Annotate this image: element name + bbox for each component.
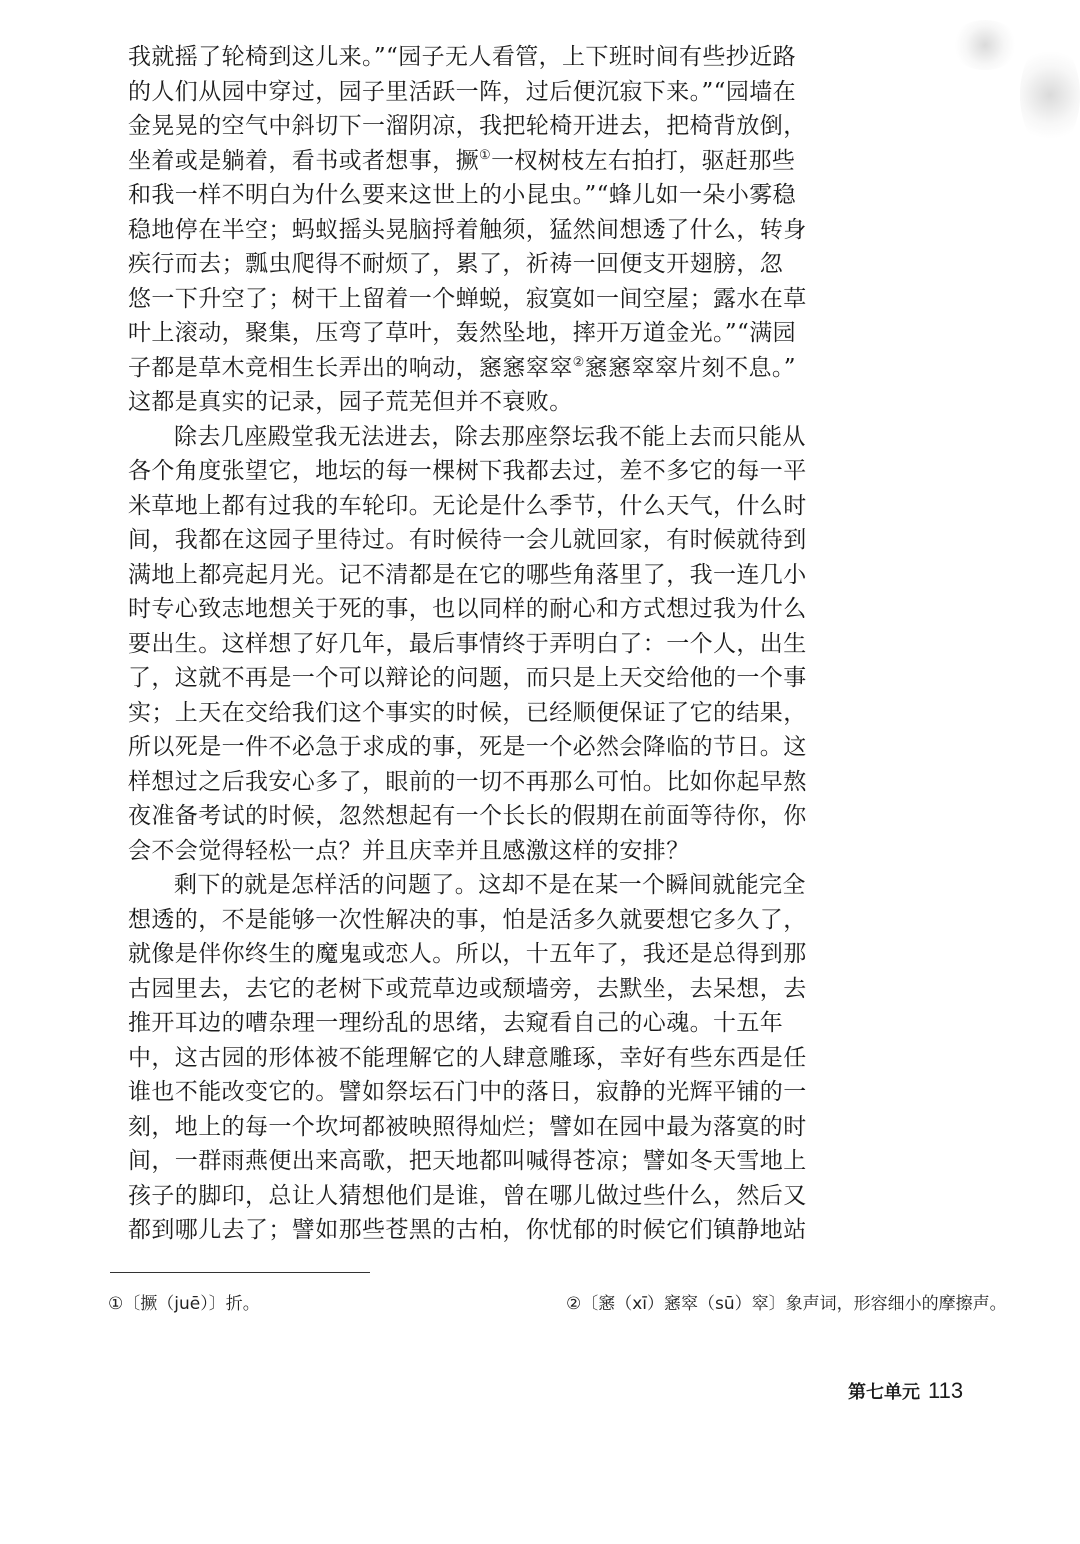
text-line: 了，这就不再是一个可以辩论的问题，而只是上天交给他的一个事 xyxy=(128,665,807,691)
text-line: 叶上滚动，聚集，压弯了草叶，轰然坠地，摔开万道金光。”“满园 xyxy=(128,320,797,346)
scan-speckle xyxy=(1020,40,1080,150)
paragraph-first-line: 除去几座殿堂我无法进去，除去那座祭坛我不能上去而只能从 xyxy=(174,423,806,450)
footnote-2: ②〔窸（xī）窸窣（sū）窣〕象声词，形容细小的摩擦声。 xyxy=(566,1294,1007,1314)
body-text xyxy=(128,40,807,1248)
footnote-1: ①〔撅（juē）〕折。 xyxy=(108,1294,260,1314)
paragraph-first-line: 剩下的就是怎样活的问题了。这却不是在某一个瞬间就能完全 xyxy=(174,872,806,898)
text-line: 我就摇了轮椅到这儿来。”“园子无人看管，上下班时间有些抄近路 xyxy=(128,44,797,70)
text-segment: 子都是草木竞相生长弄出的响动，窸窸窣窣 xyxy=(128,354,573,381)
text-line-with-footnote xyxy=(128,351,796,386)
text-segment: 窸窸窣窣片刻不息。” xyxy=(584,354,796,381)
text-line: 刻，地上的每一个坎坷都被映照得灿烂；譬如在园中最为落寞的时 xyxy=(128,1113,807,1140)
text-line: 古园里去，去它的老树下或荒草边或颓墙旁，去默坐，去呆想，去 xyxy=(128,975,807,1002)
text-line: 稳地停在半空；蚂蚁摇头晃脑捋着触须，猛然间想透了什么，转身 xyxy=(128,216,807,243)
text-line: 悠一下升空了；树干上留着一个蝉蜕，寂寞如一间空屋；露水在草 xyxy=(128,285,807,312)
text-line: 的人们从园中穿过，园子里活跃一阵，过后便沉寂下来。”“园墙在 xyxy=(128,78,797,105)
scan-speckle xyxy=(950,20,1020,70)
text-line: 米草地上都有过我的车轮印。无论是什么季节，什么天气，什么时 xyxy=(128,492,807,519)
text-line: 想透的，不是能够一次性解决的事，怕是活多久就要想它多久了， xyxy=(128,906,807,933)
text-line: 中，这古园的形体被不能理解它的人肆意雕琢，幸好有些东西是任 xyxy=(128,1044,807,1071)
footnote-divider xyxy=(110,1272,370,1273)
footnote-ref-1: ① xyxy=(479,147,492,163)
text-line: 会不会觉得轻松一点？并且庆幸并且感激这样的安排？ xyxy=(128,837,690,864)
text-line: 就像是伴你终生的魔鬼或恋人。所以，十五年了，我还是总得到那 xyxy=(128,941,807,967)
text-line-with-footnote xyxy=(128,144,796,179)
text-line: 谁也不能改变它的。譬如祭坛石门中的落日，寂静的光辉平铺的一 xyxy=(128,1079,807,1105)
text-line: 都到哪儿去了；譬如那些苍黑的古柏，你忧郁的时候它们镇静地站 xyxy=(128,1217,807,1243)
text-line: 间，我都在这园子里待过。有时候待一会儿就回家，有时候就待到 xyxy=(128,527,807,553)
text-line: 各个角度张望它，地坛的每一棵树下我都去过，差不多它的每一平 xyxy=(128,458,807,484)
text-line: 时专心致志地想关于死的事，也以同样的耐心和方式想过我为什么 xyxy=(128,596,807,622)
text-line: 这都是真实的记录，园子荒芜但并不衰败。 xyxy=(128,389,573,415)
text-line: 样想过之后我安心多了，眼前的一切不再那么可怕。比如你起早熬 xyxy=(128,768,807,795)
page-footer xyxy=(848,1378,963,1404)
text-line: 实；上天在交给我们这个事实的时候，已经顺便保证了它的结果， xyxy=(128,699,807,726)
text-line: 间，一群雨燕便出来高歌，把天地都叫喊得苍凉；譬如冬天雪地上 xyxy=(128,1148,807,1174)
text-line: 所以死是一件不必急于求成的事，死是一个必然会降临的节日。这 xyxy=(128,734,807,760)
text-line: 推开耳边的嘈杂理一理纷乱的思绪，去窥看自己的心魂。十五年 xyxy=(128,1010,784,1036)
text-line: 孩子的脚印，总让人猜想他们是谁，曾在哪儿做过些什么，然后又 xyxy=(128,1182,807,1209)
unit-label: 第七单元 xyxy=(848,1382,920,1403)
page-number: 113 xyxy=(928,1378,964,1403)
text-line: 和我一样不明白为什么要来这世上的小昆虫。”“蜂儿如一朵小雾稳 xyxy=(128,182,797,208)
text-line: 疾行而去；瓢虫爬得不耐烦了，累了，祈祷一回便支开翅膀，忽 xyxy=(128,251,784,277)
footnote-ref-2: ② xyxy=(572,354,585,370)
text-line: 夜准备考试的时候，忽然想起有一个长长的假期在前面等待你，你 xyxy=(128,803,807,829)
text-line: 满地上都亮起月光。记不清都是在它的哪些角落里了，我一连几小 xyxy=(128,561,807,588)
text-line: 金晃晃的空气中斜切下一溜阴凉，我把轮椅开进去，把椅背放倒， xyxy=(128,113,807,139)
text-segment: 一杈树枝左右拍打，驱赶那些 xyxy=(491,147,796,174)
text-line: 要出生。这样想了好几年，最后事情终于弄明白了：一个人，出生 xyxy=(128,630,807,657)
text-segment: 坐着或是躺着，看书或者想事，撅 xyxy=(128,147,479,174)
